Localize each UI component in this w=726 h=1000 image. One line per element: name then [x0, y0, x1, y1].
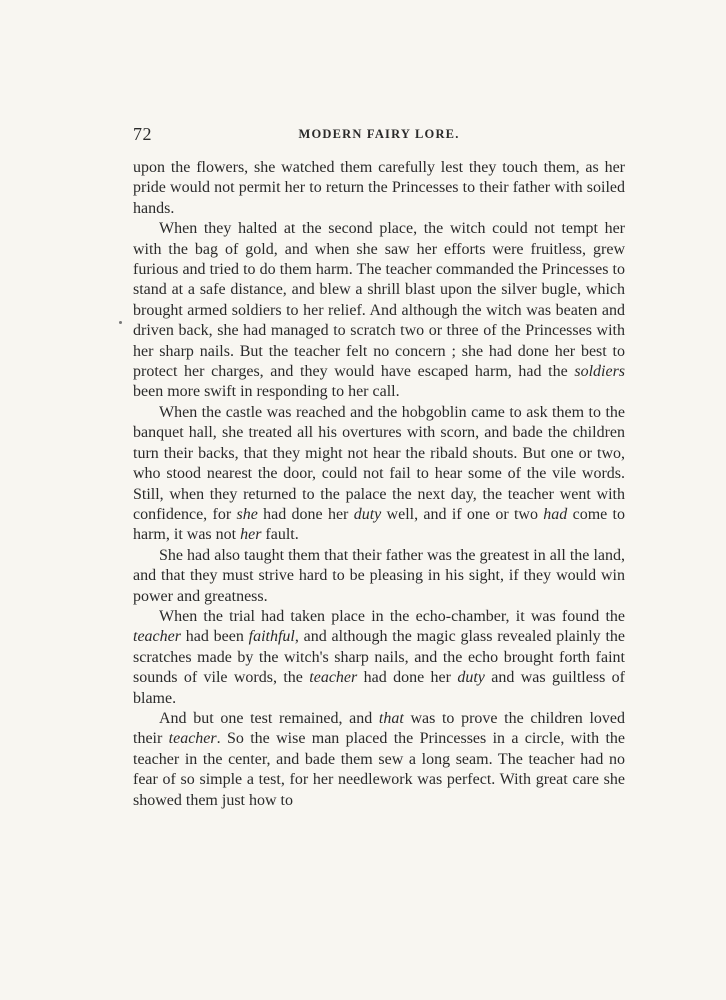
paragraph-3: When the castle was reached and the hobgoblin came to ask them to the banquet hall, she treated all his overtures with scorn, and bade the children turn their backs, that they might not hear the ribald shouts. But one or two, who stood nearest the door, could not fail to hear some of the vile words. Still, when they returned to the palace the next day, the teacher went with confidence, for she had done her duty well, and if one or two had come to harm, it was not her fault.: [133, 403, 625, 544]
running-head: MODERN FAIRY LORE.: [298, 127, 460, 141]
body-text: [133, 158, 625, 811]
paragraph-6: And but one test remained, and that was to prove the children loved their teacher. So the wise man placed the Princesses in a circle, with the teacher in the center, and bade them sew a long seam. The teacher had no fear of so simple a test, for her needlework was perfect. With great care she showed them just how to: [133, 709, 625, 809]
paragraph-5: When the trial had taken place in the echo-chamber, it was found the teacher had been faithful, and although the magic glass revealed plainly the scratches made by the witch's sharp nails, and the echo brought forth faint sounds of vile words, the teacher had done her duty and was guiltless of blame.: [133, 607, 625, 707]
paragraph-2: When they halted at the second place, the witch could not tempt her with the bag of gold, and when she saw her efforts were fruitless, grew furious and tried to do them harm. The teacher commanded the Princesses to stand at a safe distance, and blew a shrill blast upon the silver bugle, which brought armed soldiers to her relief. And although the witch was beaten and driven back, she had managed to scratch two or three of the Princesses with her sharp nails. But the teacher felt no concern ; she had done her best to protect her charges, and they would have escaped harm, had the soldiers been more swift in responding to her call.: [133, 220, 626, 401]
paragraph-4: She had also taught them that their father was the greatest in all the land, and that they must strive hard to be pleasing in his sight, if they would win power and greatness.: [133, 546, 625, 605]
page-number: 72: [133, 124, 152, 144]
page-header: [133, 124, 625, 148]
paragraph-1: upon the flowers, she watched them carefully lest they touch them, as her pride would not permit her to return the Princesses to their father with soiled hands.: [133, 159, 625, 217]
margin-speck: [119, 321, 122, 324]
